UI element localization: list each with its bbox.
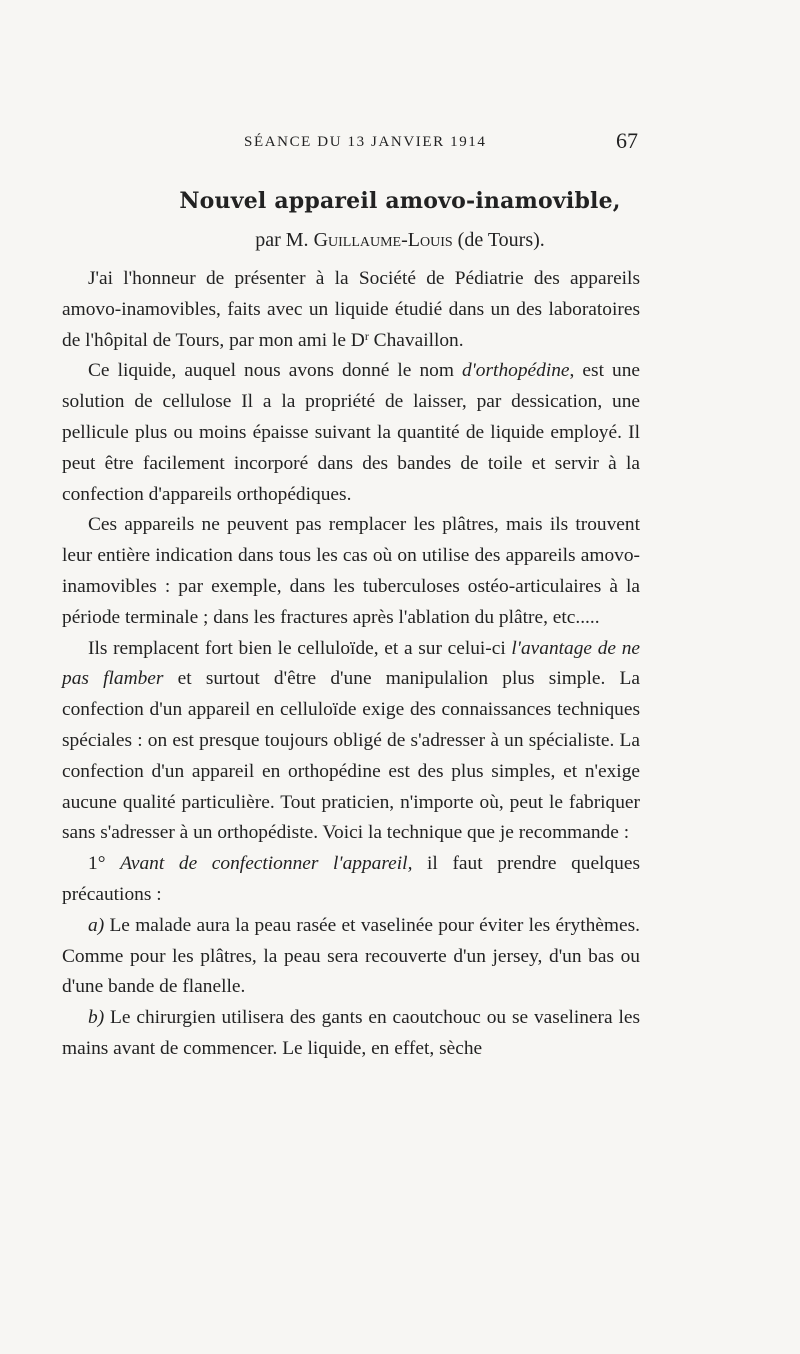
byline-prefix: par M. xyxy=(255,229,309,251)
article-title: Nouvel appareil amovo-inamovible, xyxy=(179,188,621,214)
emphasis-avantage: l'avantage de ne pas flamber xyxy=(62,637,640,690)
term-orthopedine: d'orthopédine xyxy=(461,360,570,382)
emphasis-avant: Avant de confectionner l'appareil, xyxy=(120,853,413,875)
running-head xyxy=(0,128,800,158)
paragraph-6: a) Le malade aura la peau rasée et vaselinée pour éviter les érythèmes. Comme pour les plâtres, la peau sera recouverte d'un jersey, d'un bas ou d'une bande de flanelle. xyxy=(62,914,640,998)
paragraph-5: 1° Avant de confectionner l'appareil, il faut prendre quelques précautions : xyxy=(62,853,640,905)
page-number: 67 xyxy=(616,128,638,153)
paragraph-4: Ils remplacent fort bien le celluloïde, et a sur celui-ci l'avantage de ne pas flamber et surtout d'être d'une manipulalion plus simple. La confection d'un appareil en celluloïde exige des connaissances techniques spéciales : on est presque toujours obligé de s'adresser à un spécialiste. La confection d'un appareil en orthopédine est des plus simples, et n'exige aucune qualité particulière. Tout praticien, n'importe où, peut le fabriquer sans s'adresser à un orthopédiste. Voici la technique que je recommande : xyxy=(62,637,640,844)
byline-suffix: (de Tours). xyxy=(457,229,545,251)
paragraph-2: Ce liquide, auquel nous avons donné le nom d'orthopédine, est une solution de cellulose Il a la propriété de laisser, par dessication, une pellicule plus ou moins épaisse suivant la quantité de liquide employé. Il peut être facilement incorporé dans des bandes de toile et servir à la confection d'appareils orthopédiques. xyxy=(62,360,640,505)
list-marker-1: 1° xyxy=(88,853,106,875)
paragraph-7: b) Le chirurgien utilisera des gants en caoutchouc ou se vaselinera les mains avant de commencer. Le liquide, en effet, sèche xyxy=(62,1007,640,1059)
running-title: SÉANCE DU 13 JANVIER 1914 xyxy=(244,134,487,150)
list-marker-b: b) xyxy=(88,1007,105,1029)
list-marker-a: a) xyxy=(88,914,105,936)
article-body xyxy=(62,264,640,1065)
byline xyxy=(0,229,800,252)
paragraph-1: J'ai l'honneur de présenter à la Société de Pédiatrie des appareils amovo-inamovibles, faits avec un liquide étudié dans un des laboratoires de l'hôpital de Tours, par mon ami le $D^r$ Chavaillon. xyxy=(62,268,640,351)
author-name: Guillaume-Louis xyxy=(313,229,453,251)
paragraph-3: Ces appareils ne peuvent pas remplacer les plâtres, mais ils trouvent leur entière indication dans tous les cas où on utilise des appareils amovo-inamovibles : par exemple, dans les tuberculoses ostéo-articulaires à la période terminale ; dans les fractures après l'ablation du plâtre, etc..... xyxy=(62,514,640,628)
